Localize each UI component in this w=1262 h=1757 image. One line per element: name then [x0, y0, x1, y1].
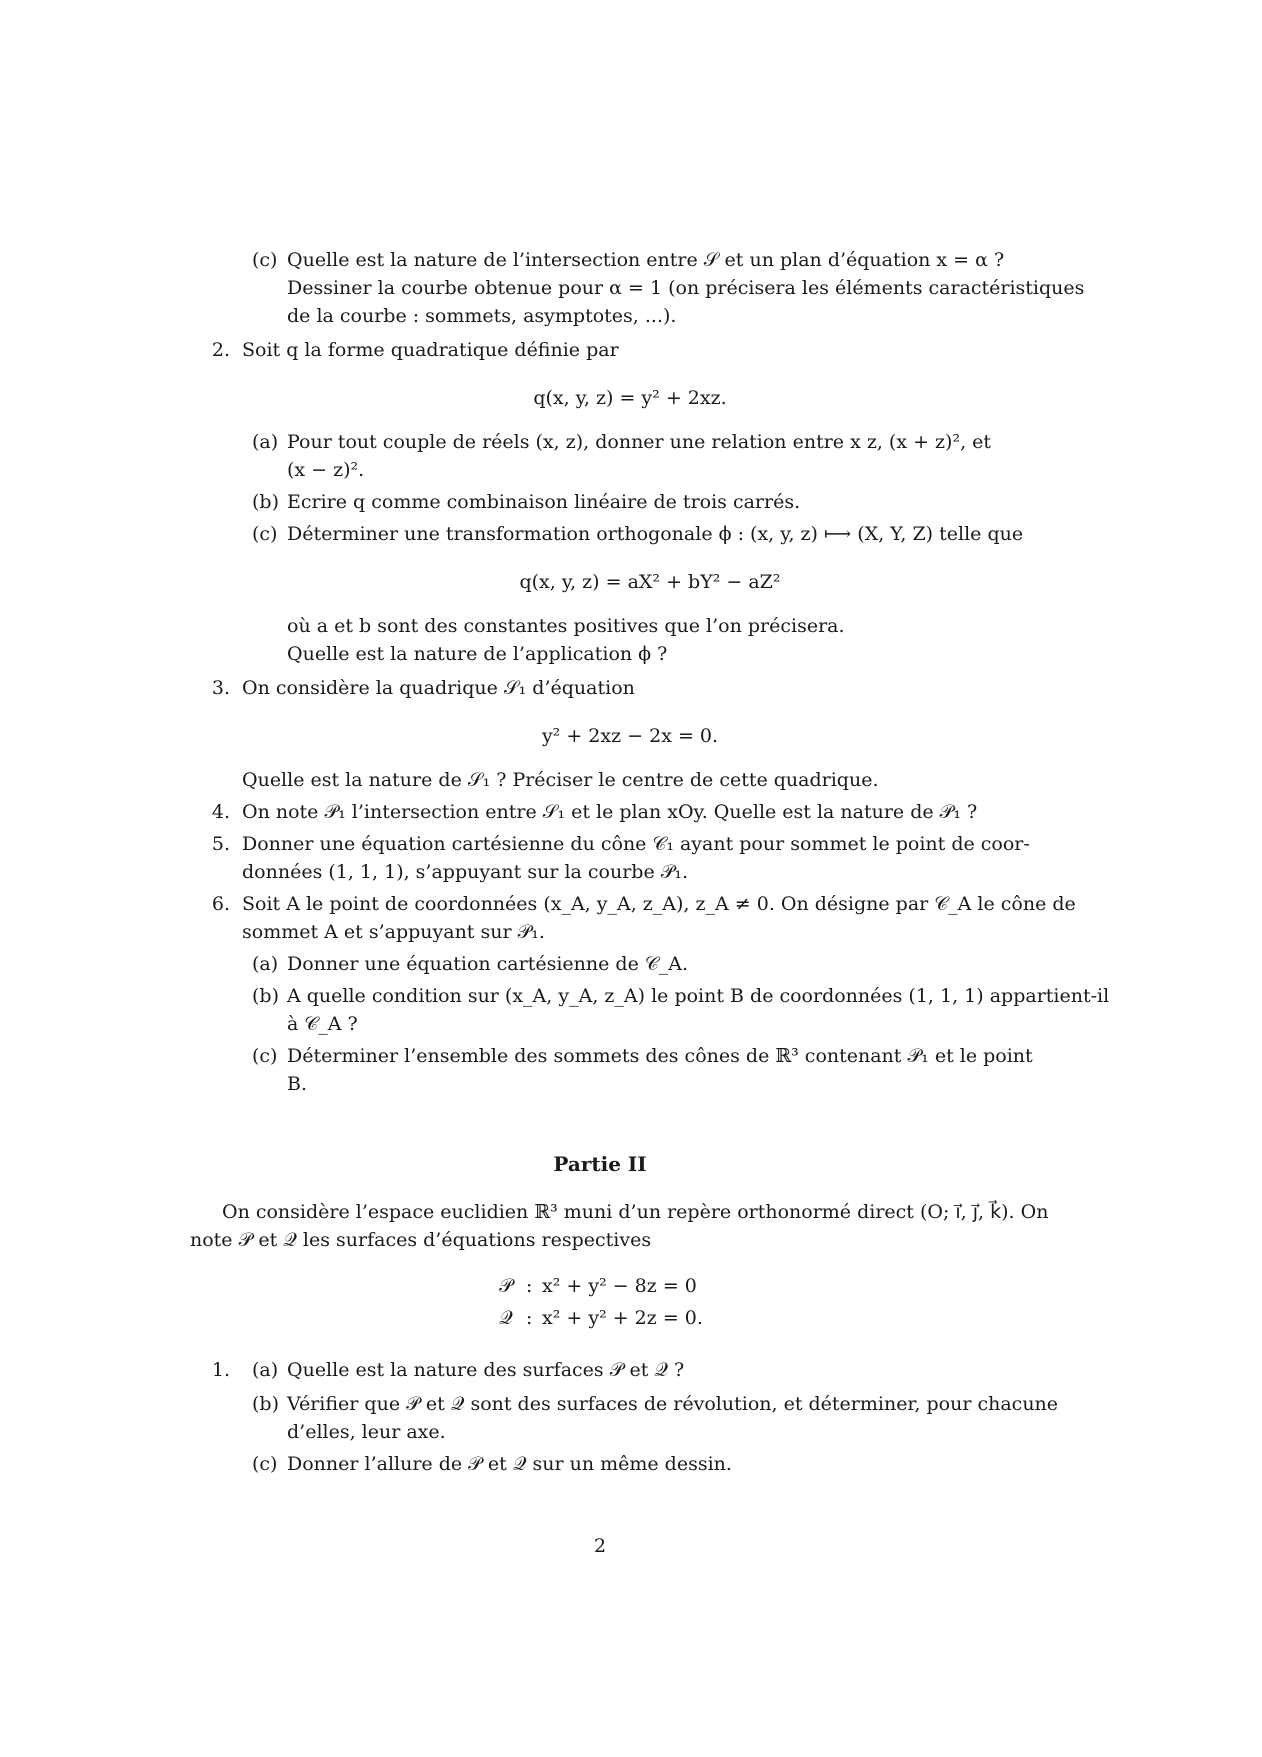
q6-line1: Soit A le point de coordonnées (x_A, y_A, z_A), z_A ≠ 0. On désigne par 𝒞_A le cône de [242, 893, 1076, 915]
subquestion-label: (a) [252, 1359, 279, 1381]
q4-text: On note 𝒫₁ l’intersection entre 𝒮₁ et le plan xOy. Quelle est la nature de 𝒫₁ ? [242, 801, 978, 823]
q3-after: Quelle est la nature de 𝒮₁ ? Préciser le centre de cette quadrique. [242, 769, 879, 791]
p2q1a-text: Quelle est la nature des surfaces 𝒫 et 𝒬 ? [287, 1359, 685, 1381]
equation-body: x² + y² + 2z = 0. [542, 1307, 703, 1329]
q2b-text: Ecrire q comme combinaison linéaire de trois carrés. [287, 491, 801, 513]
p2q1b-line1: Vérifier que 𝒫 et 𝒬 sont des surfaces de révolution, et déterminer, pour chacune [287, 1393, 1059, 1415]
subquestion-label: (a) [252, 431, 279, 453]
q6-line2: sommet A et s’appuyant sur 𝒫₁. [242, 921, 545, 943]
question-number: 1. [211, 1359, 230, 1381]
subquestion-label: (c) [252, 1453, 278, 1475]
q2c-after2: Quelle est la nature de l’application ϕ ? [287, 643, 668, 665]
subquestion-label: (c) [252, 523, 278, 545]
q6b-line2: à 𝒞_A ? [287, 1013, 358, 1035]
q2a-line1: Pour tout couple de réels (x, z), donner une relation entre x z, (x + z)², et [287, 431, 992, 453]
subquestion-label: (c) [252, 1045, 278, 1067]
q1c-line2: Dessiner la courbe obtenue pour α = 1 (on précisera les éléments caractéristiques [287, 277, 1085, 299]
part2-intro-line1: On considère l’espace euclidien ℝ³ muni d’un repère orthonormé direct (O; i⃗, j⃗, k⃗). On [222, 1201, 1049, 1223]
q6b-line1: A quelle condition sur (x_A, y_A, z_A) le point B de coordonnées (1, 1, 1) appartient-il [287, 985, 1110, 1007]
q6c-line2: B. [287, 1073, 308, 1095]
q6c-line1: Déterminer l’ensemble des sommets des cônes de ℝ³ contenant 𝒫₁ et le point [287, 1045, 1033, 1067]
q1c-line1: Quelle est la nature de l’intersection entre 𝒮 et un plan d’équation x = α ? [287, 249, 1005, 271]
q2-intro: Soit q la forme quadratique définie par [242, 339, 619, 361]
equation-name: 𝒫 [499, 1275, 513, 1297]
q2a-line2: (x − z)². [287, 459, 365, 481]
q3-formula: y² + 2xz − 2x = 0. [541, 725, 719, 747]
q1c-line3: de la courbe : sommets, asymptotes, ...). [287, 305, 677, 327]
q2c-text: Déterminer une transformation orthogonale ϕ : (x, y, z) ⟼ (X, Y, Z) telle que [287, 523, 1024, 545]
subquestion-label: (a) [252, 953, 279, 975]
subquestion-label: (c) [252, 249, 278, 271]
subquestion-label: (b) [252, 491, 279, 513]
page-number: 2 [593, 1535, 607, 1557]
subquestion-label: (b) [252, 985, 279, 1007]
question-number: 6. [211, 893, 230, 915]
q6a-text: Donner une équation cartésienne de 𝒞_A. [287, 953, 688, 975]
equation-body: x² + y² − 8z = 0 [542, 1275, 697, 1297]
p2q1b-line2: d’elles, leur axe. [287, 1421, 446, 1443]
question-number: 4. [211, 801, 230, 823]
q5-line1: Donner une équation cartésienne du cône 𝒞₁ ayant pour sommet le point de coor- [242, 833, 1030, 855]
p2q1c-text: Donner l’allure de 𝒫 et 𝒬 sur un même dessin. [287, 1453, 732, 1475]
q2-formula: q(x, y, z) = y² + 2xz. [533, 387, 727, 409]
section-title: Partie II [553, 1152, 647, 1176]
q2c-after1: où a et b sont des constantes positives que l’on précisera. [287, 615, 845, 637]
question-number: 5. [211, 833, 230, 855]
equation-separator: : [526, 1275, 533, 1297]
equation-name: 𝒬 [499, 1307, 513, 1329]
q3-intro: On considère la quadrique 𝒮₁ d’équation [242, 677, 635, 699]
equation-separator: : [526, 1307, 533, 1329]
part2-intro-line2: note 𝒫 et 𝒬 les surfaces d’équations respectives [190, 1229, 652, 1251]
subquestion-label: (b) [252, 1393, 279, 1415]
question-number: 3. [211, 677, 230, 699]
q2c-formula: q(x, y, z) = aX² + bY² − aZ² [519, 571, 781, 593]
q5-line2: données (1, 1, 1), s’appuyant sur la courbe 𝒫₁. [242, 861, 689, 883]
question-number: 2. [211, 339, 230, 361]
